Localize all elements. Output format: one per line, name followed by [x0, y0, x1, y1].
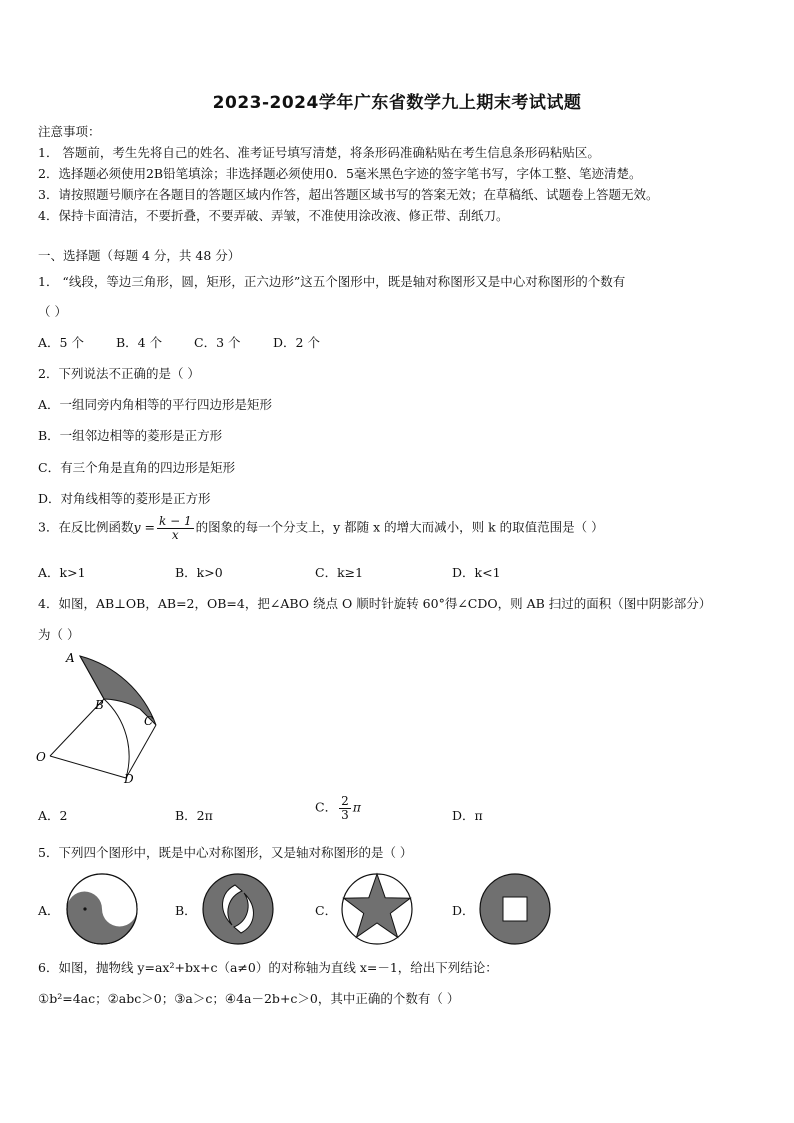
q2-option-d: D．对角线相等的菱形是正方形: [38, 491, 211, 506]
q4-option-c-fraction: [339, 795, 351, 821]
q4-label-o: O: [36, 750, 46, 764]
q1-option-b: B．4 个: [116, 335, 163, 350]
q6-stem-cont: ①b²=4ac；②abc＞0；③a＞c；④4a－2b+c＞0，其中正确的个数有（ ）: [38, 991, 460, 1006]
q5-star-figure: [341, 873, 413, 945]
notice-heading: 注意事项：: [38, 124, 101, 139]
q4-label-c: C: [144, 714, 154, 728]
q3-option-a: A．k>1: [38, 565, 86, 580]
q1-option-a: A．5 个: [38, 335, 84, 350]
page-title: 2023-2024学年广东省数学九上期末考试试题: [212, 93, 582, 113]
q5-square-hole-figure: [479, 873, 551, 945]
q3-stem: [38, 515, 604, 541]
q2-option-a: A．一组同旁内角相等的平行四边形是矩形: [38, 397, 273, 412]
q1-option-d: D．2 个: [273, 335, 320, 350]
q4-rotation-figure: [30, 648, 170, 793]
q1-stem: 1． “线段，等边三角形，圆，矩形，正六边形”这五个图形中，既是轴对称图形又是中心对称图形的个数有: [38, 274, 626, 289]
q4-segment-od: [50, 756, 126, 778]
q3-frac-den: x: [171, 527, 179, 542]
q3-frac-num: k − 1: [158, 514, 192, 528]
q3-option-c: C．k≥1: [315, 565, 364, 580]
q3-prefix: 3．在反比例函数: [38, 519, 134, 535]
q4-label-d: D: [124, 772, 134, 786]
q5-yin-yang-figure: [66, 873, 138, 945]
q4-option-c-den: 3: [341, 807, 349, 822]
q2-stem: 2．下列说法不正确的是（ ）: [38, 366, 200, 381]
q4-option-c: [315, 795, 361, 821]
q4-option-b: B．2π: [175, 808, 213, 823]
notice-item: 2．选择题必须使用2B铅笔填涂；非选择题必须使用0．5毫米黑色字迹的签字笔书写，字体工整、笔迹清楚。: [38, 166, 642, 181]
q4-label-b: B: [95, 698, 104, 712]
q4-option-a: A．2: [38, 808, 68, 823]
section-heading: 一、选择题（每题 4 分，共 48 分）: [38, 248, 241, 263]
q5-option-c-label: C．: [315, 903, 338, 918]
q3-fraction: [157, 515, 194, 541]
q3-option-d: D．k<1: [452, 565, 501, 580]
q4-stem-cont: 为（ ）: [38, 627, 80, 642]
q5-option-b-label: B．: [175, 903, 197, 918]
q4-stem: 4．如图，AB⊥OB，AB=2，OB=4，把∠ABO 绕点 O 顺时针旋转 60°得∠CDO，则 AB 扫过的面积（图中阴影部分）: [38, 596, 712, 611]
q6-stem: 6．如图，抛物线 y=ax²+bx+c（a≠0）的对称轴为直线 x=－1，给出下列结论：: [38, 960, 498, 975]
q4-option-c-label: C．: [315, 799, 338, 815]
q3-option-b: B．k>0: [175, 565, 223, 580]
q5-option-a-label: A．: [38, 903, 60, 918]
q2-option-c: C．有三个角是直角的四边形是矩形: [38, 460, 236, 475]
q4-arc-bd: [104, 699, 129, 778]
q4-label-a: A: [66, 651, 75, 665]
q5-option-d-label: D．: [452, 903, 475, 918]
q1-paren: （ ）: [38, 304, 67, 319]
q3-func-lhs: y =: [133, 519, 155, 535]
notice-item: 1． 答题前，考生先将自己的姓名、准考证号填写清楚，将条形码准确粘贴在考生信息条形码粘贴区。: [38, 145, 600, 160]
notice-item: 4．保持卡面清洁，不要折叠，不要弄破、弄皱，不准使用涂改液、修正带、刮纸刀。: [38, 208, 509, 223]
q2-option-b: B．一组邻边相等的菱形是正方形: [38, 428, 223, 443]
q5-stem: 5．下列四个图形中，既是中心对称图形，又是轴对称图形的是（ ）: [38, 845, 413, 860]
q1-option-c: C．3 个: [194, 335, 241, 350]
q3-suffix: 的图象的每一个分支上，y 都随 x 的增大而减小，则 k 的取值范围是（ ）: [195, 519, 604, 535]
notice-item: 3．请按照题号顺序在各题目的答题区域内作答，超出答题区域书写的答案无效；在草稿纸、试题卷上答题无效。: [38, 187, 659, 202]
q4-option-d: D．π: [452, 808, 483, 823]
q4-segment-dc: [126, 725, 156, 778]
q4-option-c-num: 2: [341, 794, 349, 808]
q4-option-c-pi: π: [352, 799, 361, 815]
q5-crescent-figure: [202, 873, 274, 945]
